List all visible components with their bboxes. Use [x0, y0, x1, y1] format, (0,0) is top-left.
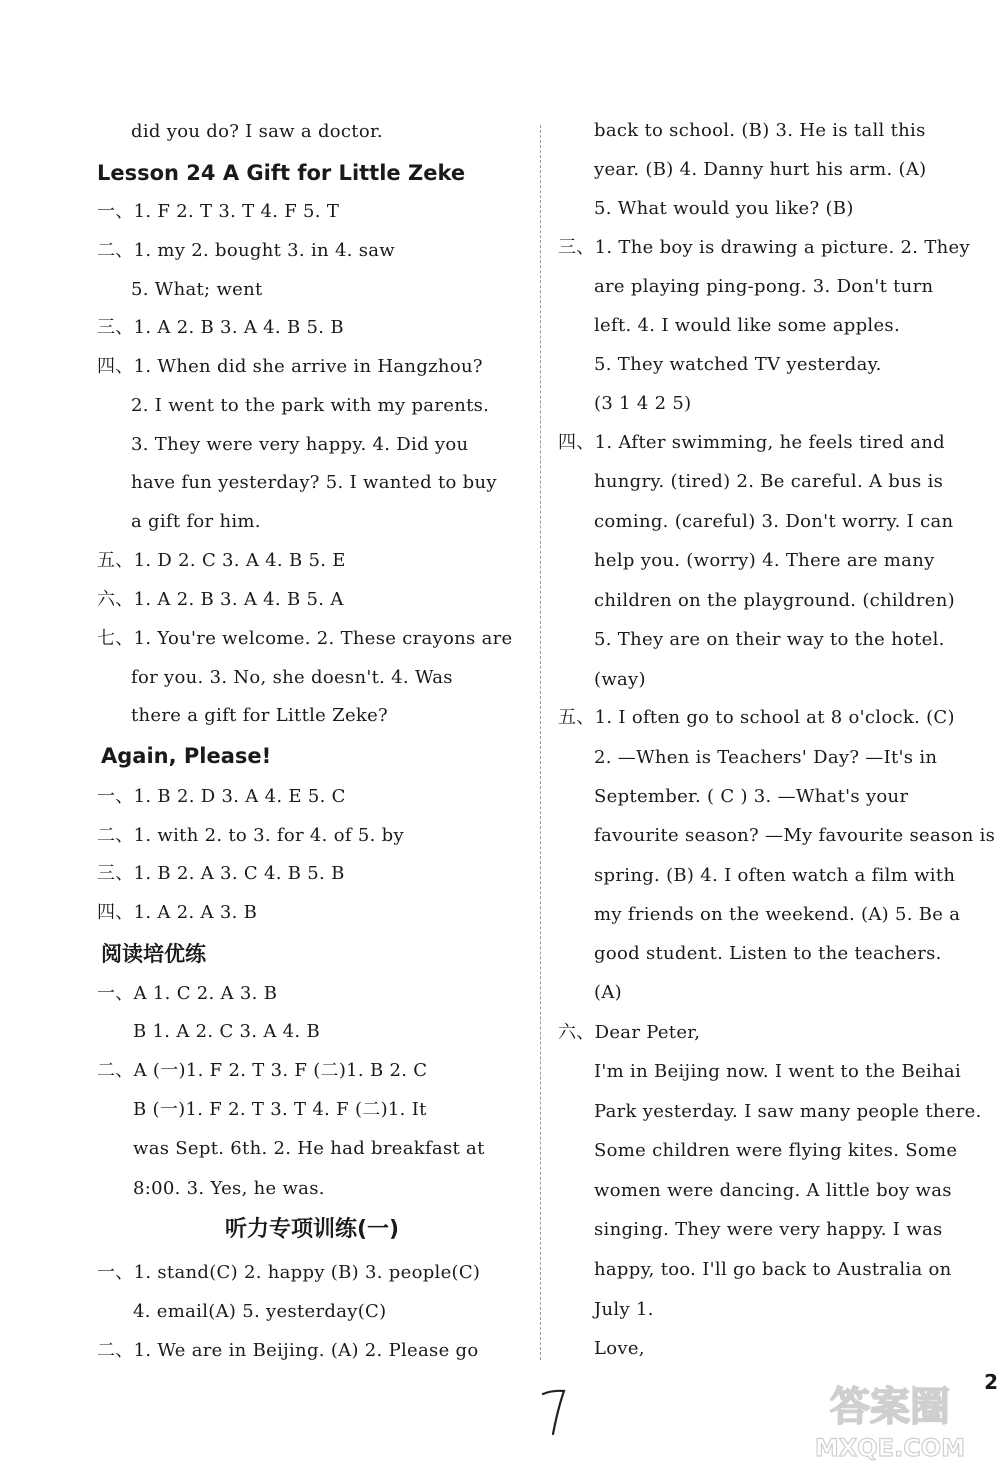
svg-text:MXQE.COM: MXQE.COM [814, 1434, 966, 1462]
answer-line: 三、1. B 2. A 3. C 4. B 5. B [97, 863, 345, 884]
answer-line: there a gift for Little Zeke? [131, 705, 389, 726]
answer-line: singing. They were very happy. I was [594, 1219, 943, 1240]
answer-line: have fun yesterday? 5. I wanted to buy [131, 472, 497, 493]
answer-line: 二、1. with 2. to 3. for 4. of 5. by [97, 825, 404, 846]
svg-text:答案圈: 答案圈 [830, 1384, 950, 1430]
section-heading-listening: 听力专项训练(一) [224, 1217, 400, 1242]
answer-line: good student. Listen to the teachers. [594, 943, 942, 964]
answer-line: help you. (worry) 4. There are many [594, 550, 935, 571]
answer-line: 三、1. A 2. B 3. A 4. B 5. B [97, 317, 344, 338]
answer-line: I'm in Beijing now. I went to the Beihai [594, 1061, 962, 1082]
answer-line: did you do? I saw a doctor. [131, 121, 383, 142]
answer-line: children on the playground. (children) [594, 590, 955, 611]
handwritten-mark-icon [540, 1388, 570, 1438]
watermark-logo [795, 1372, 985, 1464]
answer-line: 五、1. I often go to school at 8 o'clock. (C) [558, 707, 955, 728]
answer-line: Love, [594, 1338, 645, 1359]
answer-line: spring. (B) 4. I often watch a film with [594, 865, 956, 886]
answer-line: 四、1. After swimming, he feels tired and [558, 432, 945, 453]
page-number: 2 [984, 1370, 998, 1394]
answer-line: for you. 3. No, she doesn't. 4. Was [131, 667, 453, 688]
answer-line: September. ( C ) 3. —What's your [594, 786, 909, 807]
answer-line: are playing ping-pong. 3. Don't turn [594, 276, 934, 297]
answer-line: 五、1. D 2. C 3. A 4. B 5. E [97, 550, 346, 571]
answer-line: back to school. (B) 3. He is tall this [594, 120, 926, 141]
answer-line: 8:00. 3. Yes, he was. [133, 1178, 325, 1199]
answer-line: 2. I went to the park with my parents. [131, 395, 490, 416]
answer-line: B 1. A 2. C 3. A 4. B [133, 1021, 320, 1042]
answer-line: (3 1 4 2 5) [594, 393, 692, 414]
answer-line: 六、1. A 2. B 3. A 4. B 5. A [97, 589, 344, 610]
answer-line: coming. (careful) 3. Don't worry. I can [594, 511, 954, 532]
answer-line: 二、1. We are in Beijing. (A) 2. Please go [97, 1340, 479, 1361]
answer-line: 5. They are on their way to the hotel. [594, 629, 945, 650]
column-divider [540, 125, 541, 1360]
answer-line: Some children were flying kites. Some [594, 1140, 958, 1161]
answer-line: women were dancing. A little boy was [594, 1180, 952, 1201]
answer-line: 一、1. B 2. D 3. A 4. E 5. C [97, 786, 346, 807]
answer-line: 二、A (一)1. F 2. T 3. F (二)1. B 2. C [97, 1060, 428, 1081]
answer-line: 二、1. my 2. bought 3. in 4. saw [97, 240, 396, 261]
answer-line: happy, too. I'll go back to Australia on [594, 1259, 952, 1280]
answer-line: my friends on the weekend. (A) 5. Be a [594, 904, 961, 925]
answer-line: 2. —When is Teachers' Day? —It's in [594, 747, 938, 768]
section-heading-reading: 阅读培优练 [101, 942, 206, 966]
answer-line: 六、Dear Peter, [558, 1022, 701, 1043]
answer-line: 一、A 1. C 2. A 3. B [97, 983, 278, 1004]
answer-line: Park yesterday. I saw many people there. [594, 1101, 982, 1122]
answer-line: 5. What would you like? (B) [594, 198, 854, 219]
answer-line: 4. email(A) 5. yesterday(C) [133, 1301, 387, 1322]
answer-line: hungry. (tired) 2. Be careful. A bus is [594, 471, 944, 492]
answer-line: 四、1. When did she arrive in Hangzhou? [97, 356, 483, 377]
section-heading-again-please: Again, Please! [101, 744, 272, 768]
answer-line: a gift for him. [131, 511, 261, 532]
answer-line: 四、1. A 2. A 3. B [97, 902, 258, 923]
answer-line: (A) [594, 982, 622, 1003]
answer-line: favourite season? —My favourite season is [594, 825, 996, 846]
answer-line: left. 4. I would like some apples. [594, 315, 900, 336]
answer-line: 5. They watched TV yesterday. [594, 354, 882, 375]
answer-line: 一、1. stand(C) 2. happy (B) 3. people(C) [97, 1262, 481, 1283]
answer-line: 三、1. The boy is drawing a picture. 2. They [558, 237, 970, 258]
answer-line: 一、1. F 2. T 3. T 4. F 5. T [97, 201, 340, 222]
answer-line: was Sept. 6th. 2. He had breakfast at [133, 1138, 485, 1159]
answer-line: 七、1. You're welcome. 2. These crayons are [97, 628, 513, 649]
answer-line: July 1. [594, 1299, 654, 1320]
section-heading-lesson-24: Lesson 24 A Gift for Little Zeke [97, 161, 466, 185]
answer-line: 3. They were very happy. 4. Did you [131, 434, 469, 455]
answer-line: B (一)1. F 2. T 3. T 4. F (二)1. It [133, 1099, 427, 1120]
answer-line: (way) [594, 669, 646, 690]
answer-line: 5. What; went [131, 279, 263, 300]
answer-line: year. (B) 4. Danny hurt his arm. (A) [594, 159, 927, 180]
